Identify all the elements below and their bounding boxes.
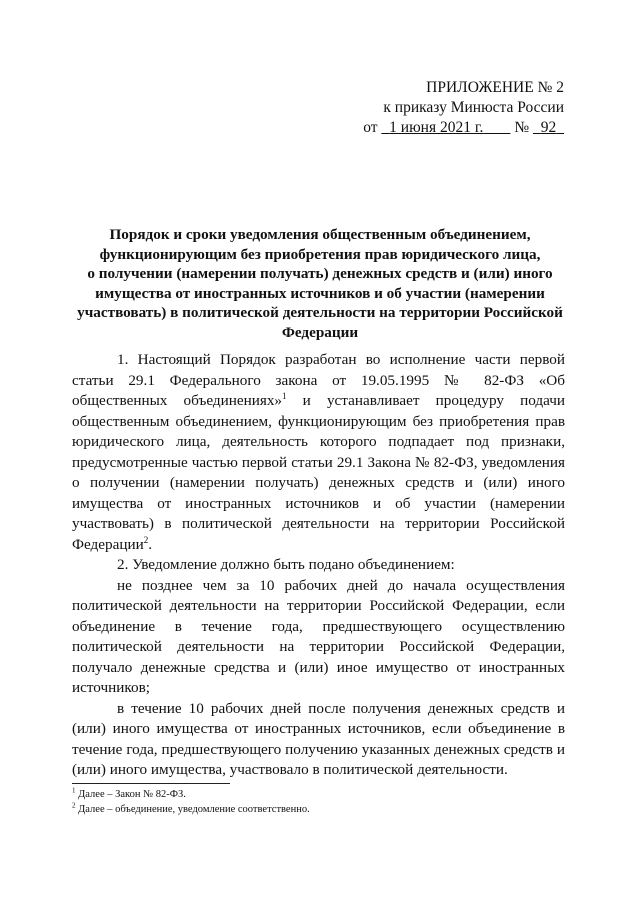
paragraph-4: в течение 10 рабочих дней после получения денежных средств и (или) иного имущества от иностранных источников, если объединение в течение года, предшествующего получению указанных денежных средств и (или) иного имущества, участвовало в политической деятельности.: [72, 699, 565, 778]
order-date: 1 июня 2021 г.: [389, 119, 484, 136]
paragraph-3: не позднее чем за 10 рабочих дней до начала осуществления политической деятельности на территории Российской Федерации, если объединение в течение года, предшествующего осуществлению политической деятельности на территории Российской Федерации, получало денежные средства и (или) иное имущество от иностранных источников;: [72, 576, 565, 696]
document-body: [72, 350, 565, 781]
footnote-ref-2: 2: [143, 534, 149, 545]
appendix-title: ПРИЛОЖЕНИЕ № 2: [426, 79, 564, 96]
title-line: участвовать) в политической деятельности на территории Российской: [77, 304, 563, 322]
order-number: 92: [540, 119, 557, 136]
paragraph-2: 2. Уведомление должно быть подано объединением:: [117, 556, 455, 573]
from-label: от: [363, 119, 378, 136]
footnote-1: $^1$ Далее – Закон № 82-ФЗ.: [72, 786, 186, 800]
paragraph-1: 1. Настоящий Порядок разработан во исполнение части первой статьи 29.1 Федерального закона от 19.05.1995 № 82-ФЗ «Об общественных объединениях»$^1$ и устанавливает процедуру подачи общественным объединением, функционирующим без приобретения прав юридического лица, деятельность которого подпадает под признаки, предусмотренные частью первой статьи 29.1 Закона № 82-ФЗ, уведомления о получении (намерении получать) денежных средств и (или) иного имущества от иностранных источников и об участии (намерении участвовать) в политической деятельности на территории Российской Федерации$^2$.: [72, 351, 565, 553]
footnote-2: $^2$ Далее – объединение, уведомление соответственно.: [72, 801, 310, 815]
title-line: Порядок и сроки уведомления общественным объединением,: [109, 226, 531, 243]
appendix-header: [363, 78, 564, 138]
footnotes: [72, 787, 310, 817]
number-label: №: [514, 119, 530, 136]
title-line: функционирующим без приобретения прав юридического лица,: [99, 245, 541, 263]
document-title: [60, 225, 580, 343]
appendix-date-line: [363, 118, 564, 138]
footnote-ref-1: 1: [282, 390, 287, 401]
title-line: имущества от иностранных источников и об участии (намерении: [95, 284, 545, 302]
title-line: Федерации: [281, 323, 359, 341]
footnote-separator: [72, 783, 230, 784]
title-line: о получении (намерении получать) денежных средств и (или) иного: [87, 265, 553, 283]
appendix-order-line: к приказу Минюста России: [383, 99, 564, 116]
